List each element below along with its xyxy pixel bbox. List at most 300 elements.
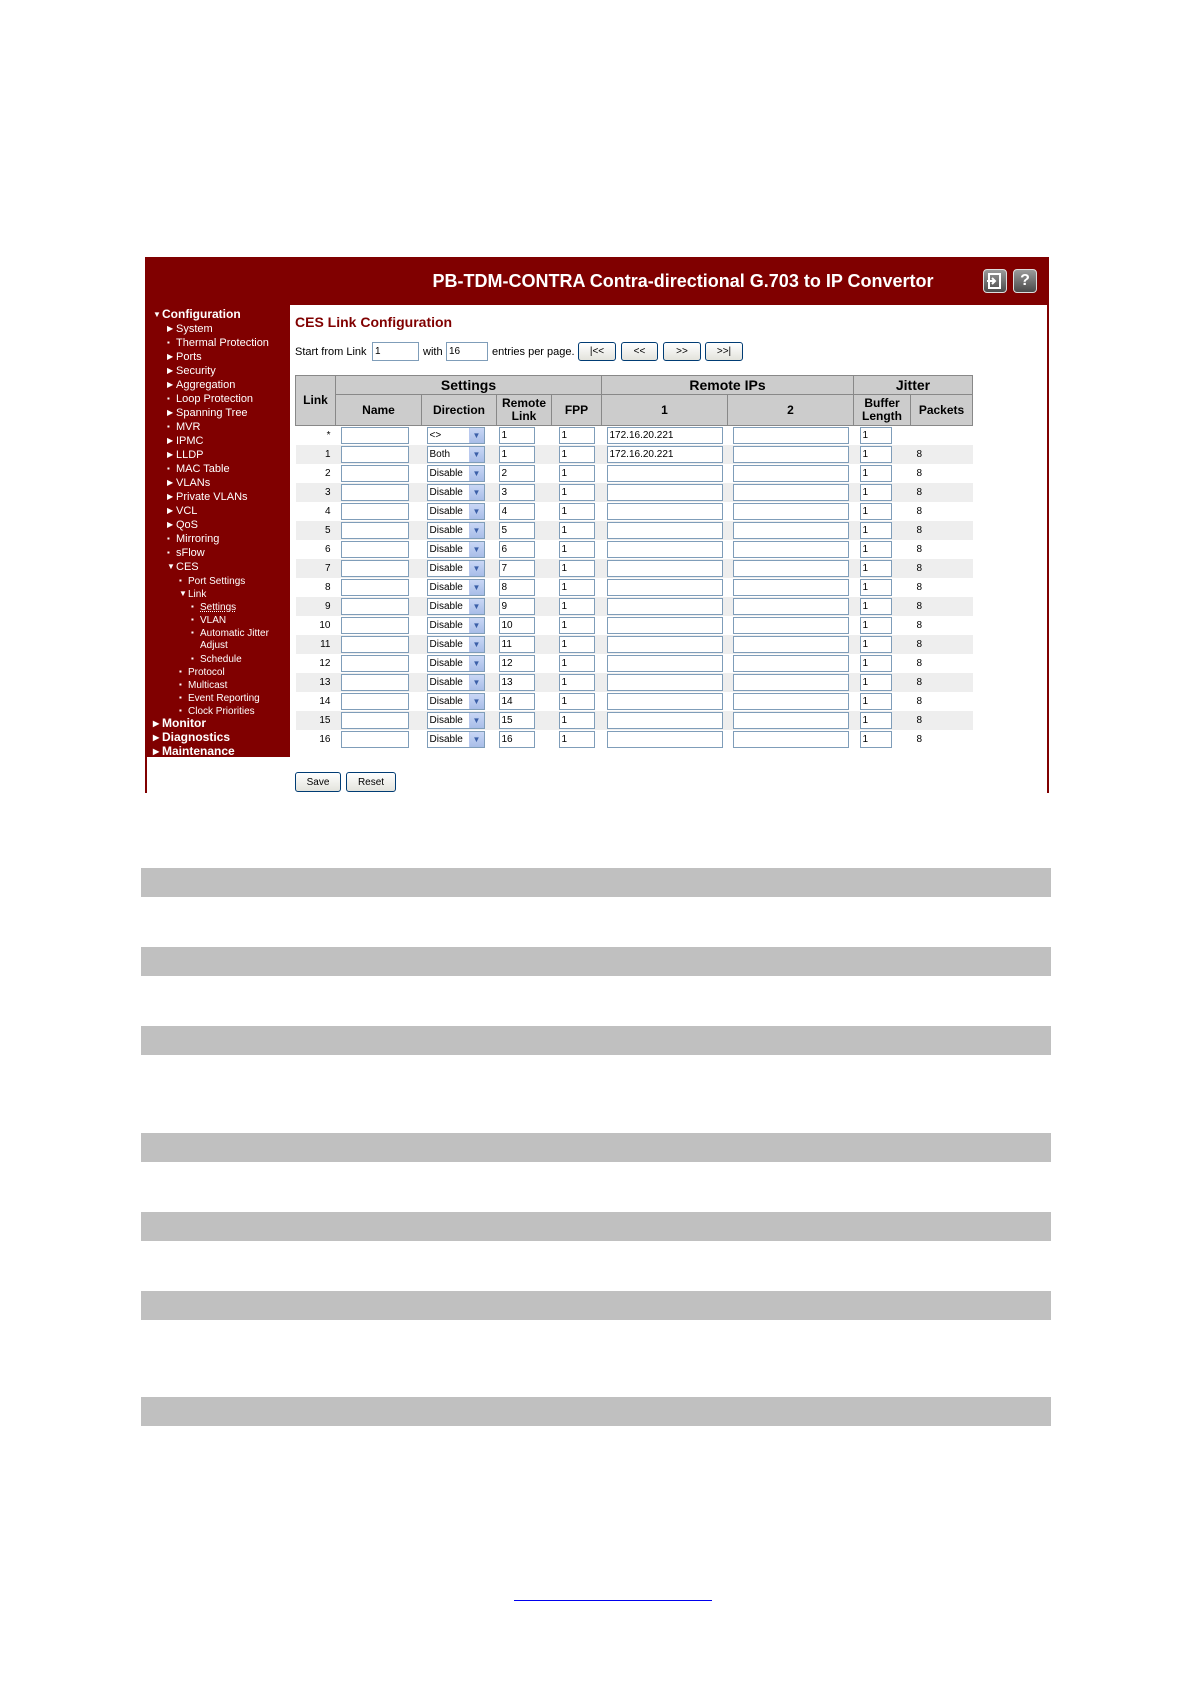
help-icon[interactable]: ?	[1013, 269, 1037, 293]
direction-value: Both	[429, 449, 451, 460]
remote-link-input[interactable]	[499, 560, 535, 577]
nav-lldp[interactable]	[167, 448, 204, 462]
direction-select[interactable]	[427, 560, 485, 577]
name-input[interactable]	[341, 655, 409, 672]
table-body	[296, 426, 973, 750]
nav-label: Settings	[200, 602, 237, 613]
header-link: Link	[296, 376, 336, 426]
buffer-length-input[interactable]	[860, 427, 892, 444]
nav-label: IPMC	[176, 435, 204, 447]
nav-sflow[interactable]	[167, 546, 205, 560]
name-input[interactable]	[341, 712, 409, 729]
chevron-down-icon: ▼	[469, 447, 484, 462]
packets-value: 8	[916, 639, 923, 650]
nav-marker-icon: ▶	[153, 747, 160, 756]
prev-page-button[interactable]: <<	[621, 342, 658, 361]
name-input[interactable]	[341, 465, 409, 482]
nav-label: Link	[188, 589, 207, 600]
nav-label: Monitor	[162, 716, 206, 730]
direction-select[interactable]	[427, 617, 485, 634]
nav-mac-table[interactable]	[167, 462, 230, 476]
buffer-length-input[interactable]	[860, 617, 892, 634]
remote-ip-1-input[interactable]	[607, 617, 723, 634]
nav-configuration[interactable]	[153, 308, 241, 321]
name-input[interactable]	[341, 598, 409, 615]
remote-link-input[interactable]	[499, 522, 535, 539]
nav-marker-icon: ▶	[167, 380, 174, 389]
table-row	[296, 559, 973, 578]
name-input[interactable]	[341, 541, 409, 558]
direction-value: Disable	[429, 544, 463, 555]
direction-select[interactable]	[427, 712, 485, 729]
fpp-input[interactable]	[559, 484, 595, 501]
fpp-input[interactable]	[559, 617, 595, 634]
link-number: 8	[324, 582, 331, 593]
nav-label: System	[176, 323, 213, 335]
header-remote-ips: Remote IPs	[602, 376, 854, 395]
nav-marker-icon: ▼	[179, 589, 187, 598]
direction-value: Disable	[429, 620, 463, 631]
nav-marker-icon: ▪	[191, 602, 194, 611]
remote-link-input[interactable]	[499, 636, 535, 653]
table-row	[296, 445, 973, 464]
nav-thermal-protection[interactable]	[167, 336, 269, 350]
nav-private-vlans[interactable]	[167, 490, 248, 504]
direction-value: Disable	[429, 696, 463, 707]
reset-button[interactable]: Reset	[346, 772, 396, 792]
direction-select[interactable]	[427, 503, 485, 520]
table-row	[296, 502, 973, 521]
remote-link-input[interactable]	[499, 655, 535, 672]
save-button[interactable]: Save	[295, 772, 341, 792]
fpp-input[interactable]	[559, 712, 595, 729]
nav-spanning-tree[interactable]	[167, 406, 248, 420]
nav-label: Multicast	[188, 680, 228, 691]
link-number: 14	[319, 696, 331, 707]
fpp-input[interactable]	[559, 674, 595, 691]
nav-marker-icon: ▪	[167, 394, 170, 403]
nav-marker-icon: ▪	[167, 422, 170, 431]
next-page-button[interactable]: >>	[663, 342, 701, 361]
direction-select[interactable]	[427, 731, 485, 748]
chevron-down-icon: ▼	[469, 675, 484, 690]
main-content	[290, 305, 1047, 793]
section-bar	[141, 947, 1051, 976]
nav-link-vlan[interactable]	[191, 613, 226, 627]
link-number: 13	[319, 677, 331, 688]
nav-label: Configuration	[162, 307, 241, 321]
nav-diagnostics[interactable]	[153, 731, 230, 744]
buffer-length-input[interactable]	[860, 541, 892, 558]
chevron-down-icon: ▼	[469, 504, 484, 519]
packets-value: 8	[916, 601, 923, 612]
chevron-down-icon: ▼	[469, 656, 484, 671]
remote-ip-2-input[interactable]	[733, 712, 849, 729]
remote-link-input[interactable]	[499, 617, 535, 634]
nav-marker-icon: ▪	[179, 693, 182, 702]
link-number: 9	[324, 601, 331, 612]
table-row	[296, 692, 973, 711]
remote-link-input[interactable]	[499, 674, 535, 691]
remote-ip-2-input[interactable]	[733, 731, 849, 748]
nav-label: MAC Table	[176, 463, 230, 475]
direction-select[interactable]	[427, 541, 485, 558]
nav-link-schedule[interactable]	[191, 652, 242, 666]
nav-label: LLDP	[176, 449, 204, 461]
header-remote-link: Remote Link	[497, 395, 552, 426]
buffer-length-input[interactable]	[860, 503, 892, 520]
nav-port-settings[interactable]	[179, 574, 245, 588]
packets-value: 8	[916, 582, 923, 593]
remote-ip-1-input[interactable]	[607, 693, 723, 710]
buffer-length-input[interactable]	[860, 712, 892, 729]
table-row	[296, 521, 973, 540]
chevron-down-icon: ▼	[469, 732, 484, 747]
nav-label: QoS	[176, 519, 199, 531]
nav-security[interactable]	[167, 364, 216, 378]
buffer-length-input[interactable]	[860, 465, 892, 482]
chevron-down-icon: ▼	[469, 713, 484, 728]
start-from-input[interactable]	[372, 342, 419, 361]
header-bar	[147, 257, 1047, 305]
nav-marker-icon: ▪	[167, 534, 170, 543]
nav-vlans[interactable]	[167, 476, 210, 490]
nav-marker-icon: ▶	[167, 366, 174, 375]
nav-marker-icon: ▶	[167, 324, 174, 333]
name-input[interactable]	[341, 503, 409, 520]
nav-marker-icon: ▪	[179, 680, 182, 689]
direction-select[interactable]	[427, 522, 485, 539]
table-row	[296, 654, 973, 673]
nav-marker-icon: ▼	[153, 310, 161, 319]
remote-link-input[interactable]	[499, 579, 535, 596]
name-input[interactable]	[341, 636, 409, 653]
table-row	[296, 635, 973, 654]
remote-ip-2-input[interactable]	[733, 503, 849, 520]
fpp-input[interactable]	[559, 598, 595, 615]
direction-value: Disable	[429, 734, 463, 745]
chevron-down-icon: ▼	[469, 523, 484, 538]
fpp-input[interactable]	[559, 636, 595, 653]
remote-link-input[interactable]	[499, 446, 535, 463]
remote-ip-1-input[interactable]	[607, 712, 723, 729]
nav-marker-icon: ▪	[167, 548, 170, 557]
remote-ip-1-input[interactable]	[607, 731, 723, 748]
table-row	[296, 597, 973, 616]
direction-select[interactable]	[427, 446, 485, 463]
nav-link-settings[interactable]	[191, 600, 236, 614]
remote-link-input[interactable]	[499, 541, 535, 558]
footer-link[interactable]	[514, 1600, 712, 1601]
nav-marker-icon: ▪	[191, 628, 194, 637]
nav-event-reporting[interactable]	[179, 691, 260, 705]
packets-value: 8	[916, 715, 923, 726]
link-number: 2	[324, 468, 331, 479]
packets-value: 8	[916, 468, 923, 479]
packets-value: 8	[916, 544, 923, 555]
name-input[interactable]	[341, 522, 409, 539]
nav-marker-icon: ▶	[153, 733, 160, 742]
nav-mirroring[interactable]	[167, 532, 219, 546]
buffer-length-input[interactable]	[860, 655, 892, 672]
logout-icon-glyph	[984, 270, 1006, 292]
packets-value: 8	[916, 525, 923, 536]
nav-qos[interactable]	[167, 518, 198, 532]
direction-value: Disable	[429, 601, 463, 612]
nav-label: Private VLANs	[176, 491, 248, 503]
fpp-input[interactable]	[559, 503, 595, 520]
remote-ip-2-input[interactable]	[733, 465, 849, 482]
chevron-down-icon: ▼	[469, 599, 484, 614]
remote-link-input[interactable]	[499, 465, 535, 482]
nav-label: Thermal Protection	[176, 337, 269, 349]
buffer-length-input[interactable]	[860, 674, 892, 691]
direction-value: <>	[429, 430, 442, 441]
buffer-length-input[interactable]	[860, 522, 892, 539]
fpp-input[interactable]	[559, 446, 595, 463]
nav-label: VCL	[176, 505, 198, 517]
nav-marker-icon: ▪	[191, 615, 194, 624]
table-row	[296, 483, 973, 502]
remote-link-input[interactable]	[499, 731, 535, 748]
nav-marker-icon: ▪	[167, 464, 170, 473]
nav-label: VLANs	[176, 477, 211, 489]
direction-select[interactable]	[427, 636, 485, 653]
nav-loop-protection[interactable]	[167, 392, 253, 406]
remote-ip-2-input[interactable]	[733, 598, 849, 615]
name-input[interactable]	[341, 617, 409, 634]
nav-marker-icon: ▶	[153, 719, 160, 728]
nav-maintenance[interactable]	[153, 745, 235, 758]
nav-label: Aggregation	[176, 379, 236, 391]
page-title: CES Link Configuration	[295, 314, 453, 330]
direction-value: Disable	[429, 525, 463, 536]
direction-select[interactable]	[427, 655, 485, 672]
fpp-input[interactable]	[559, 560, 595, 577]
remote-ip-1-input[interactable]	[607, 655, 723, 672]
remote-ip-1-input[interactable]	[607, 674, 723, 691]
direction-value: Disable	[429, 658, 463, 669]
section-bar	[141, 1133, 1051, 1162]
chevron-down-icon: ▼	[469, 637, 484, 652]
name-input[interactable]	[341, 674, 409, 691]
nav-ports[interactable]	[167, 350, 202, 364]
remote-ip-2-input[interactable]	[733, 579, 849, 596]
nav-ces[interactable]	[167, 560, 199, 574]
remote-ip-2-input[interactable]	[733, 655, 849, 672]
remote-ip-2-input[interactable]	[733, 484, 849, 501]
remote-ip-1-input[interactable]	[607, 427, 723, 444]
direction-select[interactable]	[427, 579, 485, 596]
name-input[interactable]	[341, 560, 409, 577]
remote-link-input[interactable]	[499, 427, 535, 444]
nav-label: Port Settings	[188, 576, 246, 587]
nav-multicast[interactable]	[179, 678, 227, 692]
nav-vcl[interactable]	[167, 504, 197, 518]
remote-ip-1-input[interactable]	[607, 598, 723, 615]
nav-aggregation[interactable]	[167, 378, 235, 392]
link-number: 5	[324, 525, 331, 536]
packets-value: 8	[916, 506, 923, 517]
first-page-button[interactable]: |<<	[578, 342, 616, 361]
remote-ip-1-input[interactable]	[607, 636, 723, 653]
start-from-label: Start from Link	[295, 346, 367, 358]
buffer-length-input[interactable]	[860, 484, 892, 501]
fpp-input[interactable]	[559, 427, 595, 444]
direction-value: Disable	[429, 582, 463, 593]
header-direction: Direction	[422, 395, 497, 426]
nav-label: Schedule	[200, 654, 242, 665]
buffer-length-input[interactable]	[860, 579, 892, 596]
nav-ipmc[interactable]	[167, 434, 204, 448]
nav-marker-icon: ▪	[179, 667, 182, 676]
remote-ip-2-input[interactable]	[733, 693, 849, 710]
remote-link-input[interactable]	[499, 484, 535, 501]
direction-select[interactable]	[427, 427, 485, 444]
nav-protocol[interactable]	[179, 665, 225, 679]
table-row	[296, 711, 973, 730]
nav-label: Ports	[176, 351, 202, 363]
remote-ip-1-input[interactable]	[607, 503, 723, 520]
direction-select[interactable]	[427, 674, 485, 691]
header-fpp: FPP	[552, 395, 602, 426]
remote-link-input[interactable]	[499, 598, 535, 615]
table-row	[296, 730, 973, 749]
link-number: *	[326, 430, 331, 441]
name-input[interactable]	[341, 446, 409, 463]
nav-mvr[interactable]	[167, 420, 200, 434]
last-page-button[interactable]: >>|	[705, 342, 743, 361]
remote-ip-1-input[interactable]	[607, 484, 723, 501]
header-ip-2: 2	[728, 395, 854, 426]
packets-value: 8	[916, 487, 923, 498]
remote-ip-2-input[interactable]	[733, 560, 849, 577]
nav-link[interactable]	[179, 587, 206, 601]
remote-ip-2-input[interactable]	[733, 446, 849, 463]
section-bar	[141, 1291, 1051, 1320]
remote-ip-2-input[interactable]	[733, 522, 849, 539]
nav-marker-icon: ▶	[167, 436, 174, 445]
direction-select[interactable]	[427, 484, 485, 501]
nav-marker-icon: ▶	[167, 492, 174, 501]
buffer-length-input[interactable]	[860, 731, 892, 748]
buffer-length-input[interactable]	[860, 446, 892, 463]
link-number: 11	[320, 639, 331, 650]
nav-marker-icon: ▪	[191, 654, 194, 663]
remote-ip-2-input[interactable]	[733, 427, 849, 444]
name-input[interactable]	[341, 579, 409, 596]
nav-label: Maintenance	[162, 744, 235, 758]
fpp-input[interactable]	[559, 655, 595, 672]
direction-select[interactable]	[427, 465, 485, 482]
nav-marker-icon: ▶	[167, 478, 174, 487]
chevron-down-icon: ▼	[469, 542, 484, 557]
header-jitter: Jitter	[854, 376, 973, 395]
remote-ip-1-input[interactable]	[607, 541, 723, 558]
nav-marker-icon: ▼	[167, 562, 175, 571]
buffer-length-input[interactable]	[860, 636, 892, 653]
name-input[interactable]	[341, 731, 409, 748]
chevron-down-icon: ▼	[469, 561, 484, 576]
packets-value: 8	[916, 696, 923, 707]
remote-ip-2-input[interactable]	[733, 541, 849, 558]
table-row	[296, 616, 973, 635]
nav-marker-icon: ▶	[167, 506, 174, 515]
nav-marker-icon: ▶	[167, 520, 174, 529]
nav-label: sFlow	[176, 547, 205, 559]
direction-value: Disable	[429, 677, 463, 688]
direction-value: Disable	[429, 639, 463, 650]
logout-icon[interactable]	[983, 269, 1007, 293]
remote-ip-1-input[interactable]	[607, 446, 723, 463]
remote-link-input[interactable]	[499, 693, 535, 710]
remote-ip-2-input[interactable]	[733, 674, 849, 691]
nav-label: Adjust	[200, 640, 228, 651]
direction-select[interactable]	[427, 598, 485, 615]
fpp-input[interactable]	[559, 579, 595, 596]
nav-marker-icon: ▶	[167, 352, 174, 361]
packets-value: 8	[916, 563, 923, 574]
fpp-input[interactable]	[559, 693, 595, 710]
nav-automatic-jitter-adjust[interactable]	[191, 626, 269, 640]
remote-ip-1-input[interactable]	[607, 560, 723, 577]
fpp-input[interactable]	[559, 522, 595, 539]
nav-monitor[interactable]	[153, 717, 206, 730]
direction-value: Disable	[429, 487, 463, 498]
buffer-length-input[interactable]	[860, 560, 892, 577]
nav-automatic-jitter-adjust-cont[interactable]	[191, 639, 228, 652]
remote-ip-1-input[interactable]	[607, 522, 723, 539]
entries-per-page-input[interactable]	[446, 342, 488, 361]
remote-ip-2-input[interactable]	[733, 617, 849, 634]
nav-marker-icon: ▪	[179, 576, 182, 585]
direction-value: Disable	[429, 506, 463, 517]
remote-ip-1-input[interactable]	[607, 465, 723, 482]
table-row	[296, 673, 973, 692]
packets-value: 8	[916, 449, 923, 460]
table-row	[296, 540, 973, 559]
name-input[interactable]	[341, 693, 409, 710]
nav-system[interactable]	[167, 322, 213, 336]
entries-per-page-label: entries per page.	[492, 346, 575, 358]
nav-label: Spanning Tree	[176, 407, 248, 419]
direction-value: Disable	[429, 715, 463, 726]
section-bar	[141, 1026, 1051, 1055]
remote-link-input[interactable]	[499, 503, 535, 520]
nav-label: VLAN	[200, 615, 227, 626]
chevron-down-icon: ▼	[469, 466, 484, 481]
remote-ip-1-input[interactable]	[607, 579, 723, 596]
remote-ip-2-input[interactable]	[733, 636, 849, 653]
direction-select[interactable]	[427, 693, 485, 710]
nav-marker-icon: ▪	[167, 338, 170, 347]
header-name: Name	[336, 395, 422, 426]
fpp-input[interactable]	[559, 465, 595, 482]
header-buffer-length: Buffer Length	[854, 395, 911, 426]
nav-label: Protocol	[188, 667, 225, 678]
name-input[interactable]	[341, 484, 409, 501]
buffer-length-input[interactable]	[860, 598, 892, 615]
table-row	[296, 578, 973, 597]
name-input[interactable]	[341, 427, 409, 444]
buffer-length-input[interactable]	[860, 693, 892, 710]
link-number: 3	[324, 487, 331, 498]
remote-link-input[interactable]	[499, 712, 535, 729]
nav-label: Diagnostics	[162, 730, 231, 744]
packets-value: 8	[916, 620, 923, 631]
fpp-input[interactable]	[559, 541, 595, 558]
fpp-input[interactable]	[559, 731, 595, 748]
